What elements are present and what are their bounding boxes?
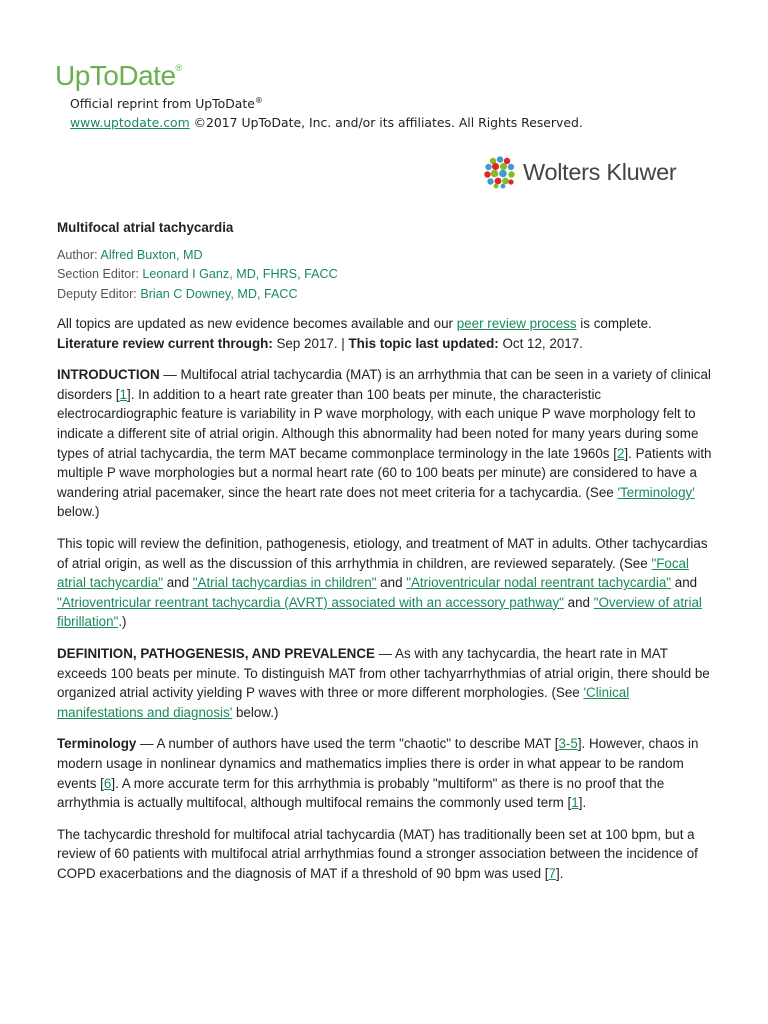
wolters-kluwer-logo <box>483 155 676 189</box>
introduction-heading: INTRODUCTION <box>57 367 160 383</box>
terminology-heading: Terminology <box>57 736 137 752</box>
terminology-paragraph: Terminology — A number of authors have used the term "chaotic" to describe MAT [3-5]. However, chaos in modern usage in nonlinear dynamics and mathematics implies there is order in what appear to be random events [6]. A more accurate term for this arrhythmia is probably "multiform" as there is no proof that the arrhythmia is actually multifocal, although multifocal remains the commonly used term [1]. <box>57 736 699 811</box>
reference-link[interactable]: 7 <box>548 865 556 881</box>
deputy-editor-name: Brian C Downey, MD, FACC <box>140 286 298 301</box>
last-updated-label: This topic last updated: <box>348 335 499 351</box>
review-status-paragraph: All topics are updated as new evidence becomes available and our peer review process is complete. Literature review current through: Sep 2017. | This topic last updated: Oct 12, 2017. <box>57 316 652 351</box>
peer-review-process-link[interactable]: peer review process <box>456 316 577 332</box>
uptodate-site-link[interactable]: www.uptodate.com <box>70 115 190 130</box>
reference-link[interactable]: 3-5 <box>558 736 578 752</box>
definition-paragraph: DEFINITION, PATHOGENESIS, AND PREVALENCE — As with any tachycardia, the heart rate in MAT exceeds 100 beats per minute. To distinguish MAT from other tachyarrhythmias of atrial origin, there should be organized atrial activity yielding P waves with three or more different morphologies. (See 'Clinical manifestations and diagnosis' below.) <box>57 646 710 720</box>
section-editor-line: Section Editor: Leonard I Ganz, MD, FHRS, FACC <box>57 267 338 282</box>
introduction-paragraph: INTRODUCTION — Multifocal atrial tachycardia (MAT) is an arrhythmia that can be seen in a variety of clinical disorders [1]. In addition to a heart rate greater than 100 beats per minute, the characteristic electrocardiographic feature is variability in P wave morphology, with each unique P wave morphology felt to indicate a different site of atrial origin. Although this abnormality had been noted for many years during some types of atrial tachycardia, the term MAT became commonplace terminology in the late 1960s [2]. Patients with multiple P wave morphologies but a normal heart rate (60 to 100 beats per minute) are considered to have a wandering atrial pacemaker, since the heart rate does not meet criteria for a tachycardia. (See 'Terminology' below.) <box>57 367 712 520</box>
terminology-section-link[interactable]: 'Terminology' <box>617 484 695 500</box>
reference-link[interactable]: 6 <box>103 775 112 791</box>
article-content <box>57 218 713 896</box>
reference-link[interactable]: 1 <box>571 795 579 811</box>
clinical-manifestations-link[interactable]: 'Clinical manifestations and diagnosis' <box>57 685 630 720</box>
official-reprint-line: Official reprint from UpToDate® <box>70 96 263 112</box>
article-title: Multifocal atrial tachycardia <box>57 220 234 235</box>
copyright-line: www.uptodate.com ©2017 UpToDate, Inc. and/or its affiliates. All Rights Reserved. <box>70 115 583 130</box>
atrial-tachycardias-children-link[interactable]: "Atrial tachycardias in children" <box>192 575 377 591</box>
scope-paragraph: This topic will review the definition, pathogenesis, etiology, and treatment of MAT in adults. Other tachycardias of atrial origin, as well as the discussion of this arrhythmia in children, are reviewed separately. (See "Focal atrial tachycardia" and "Atrial tachycardias in children" and "Atrioventricular nodal reentrant tachycardia" and "Atrioventricular reentrant tachycardia (AVRT) associated with an accessory pathway" and "Overview of atrial fibrillation".) <box>57 536 708 630</box>
reference-link[interactable]: 1 <box>119 386 127 402</box>
definition-heading: DEFINITION, PATHOGENESIS, AND PREVALENCE <box>57 646 375 661</box>
author-line: Author: Alfred Buxton, MD <box>57 247 203 262</box>
focal-atrial-tachycardia-link[interactable]: "Focal atrial tachycardia" <box>57 555 689 591</box>
atrial-fibrillation-overview-link[interactable]: "Overview of atrial fibrillation" <box>57 594 702 630</box>
avnrt-link[interactable]: "Atrioventricular nodal reentrant tachycardia" <box>406 575 672 591</box>
wolters-kluwer-globe-icon <box>483 155 517 189</box>
threshold-paragraph: The tachycardic threshold for multifocal atrial tachycardia (MAT) has traditionally been set at 100 bpm, but a review of 60 patients with multifocal atrial arrhythmias found a stronger association between the incidence of COPD exacerbations and the diagnosis of MAT if a threshold of 90 bpm was used [7]. <box>57 826 698 881</box>
uptodate-logo: UpToDate® <box>55 60 182 91</box>
reference-link[interactable]: 2 <box>616 445 625 461</box>
deputy-editor-line: Deputy Editor: Brian C Downey, MD, FACC <box>57 286 298 301</box>
section-editor-name: Leonard I Ganz, MD, FHRS, FACC <box>142 267 338 282</box>
author-name: Alfred Buxton, MD <box>100 247 203 262</box>
avrt-link[interactable]: "Atrioventricular reentrant tachycardia (AVRT) associated with an accessory pathway" <box>57 594 564 610</box>
wolters-kluwer-wordmark: Wolters Kluwer <box>523 158 677 185</box>
